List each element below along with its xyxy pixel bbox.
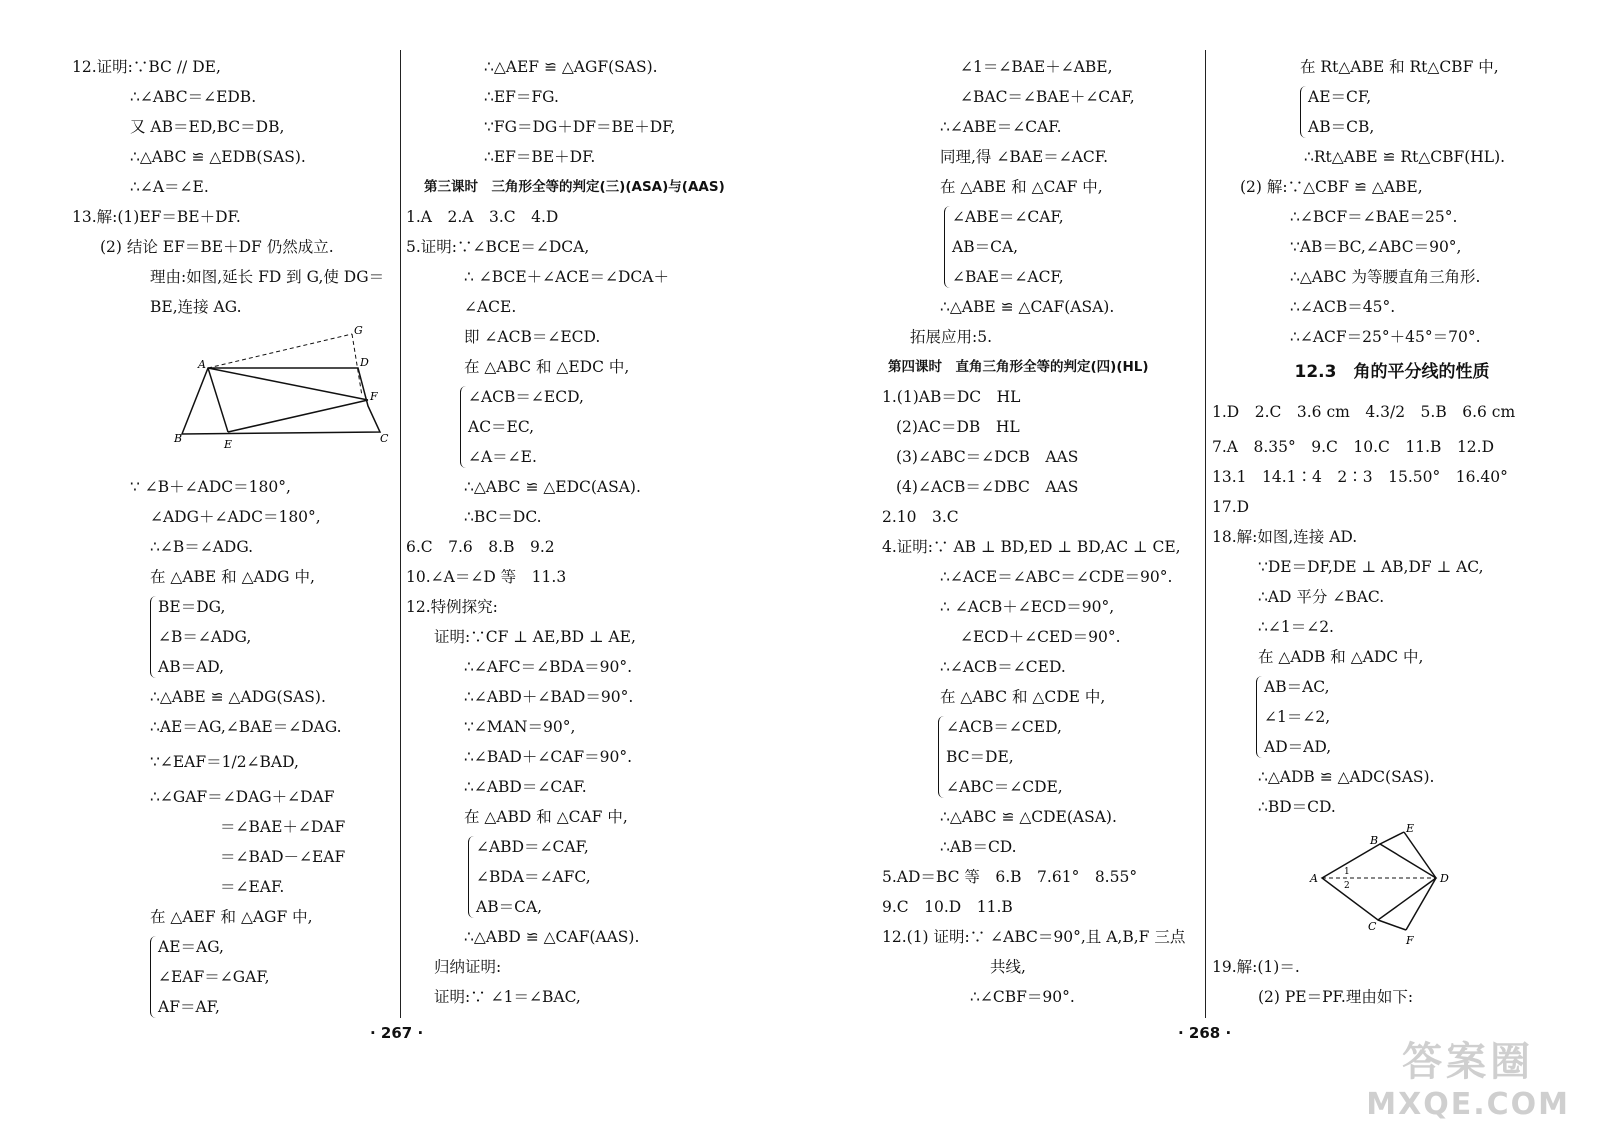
text-line: ∴AB＝CD. <box>940 838 1017 856</box>
text-line: ＝∠BAE＋∠DAF <box>220 818 346 836</box>
text-line: ∵ ∠B＋∠ADC＝180°, <box>130 478 291 496</box>
watermark-site: MXQE.COM <box>1366 1087 1570 1122</box>
text-line: 2.10 3.C <box>882 508 959 526</box>
text-line: (2) PE＝PF.理由如下: <box>1258 988 1414 1006</box>
text-line: 在 △ABC 和 △CDE 中, <box>940 688 1106 706</box>
text-line: ∵DE＝DF,DE ⊥ AB,DF ⊥ AC, <box>1258 558 1484 576</box>
text-line: (2) 解:∵△CBF ≌ △ABE, <box>1240 178 1423 196</box>
text-line: ∴∠CBF＝90°. <box>970 988 1075 1006</box>
text-line: ∴∠ABD＝∠CAF. <box>464 778 587 796</box>
text-line: 拓展应用:5. <box>910 328 993 346</box>
text-line: ∠BAC＝∠BAE＋∠CAF, <box>960 88 1135 106</box>
text-line: ∴∠GAF＝∠DAG＋∠DAF <box>150 788 335 806</box>
text-line: 12.特例探究: <box>406 598 498 616</box>
text-line: AB＝AC, <box>1264 678 1330 696</box>
text-line: (4)∠ACB＝∠DBC AAS <box>896 478 1079 496</box>
text-line: 在 Rt△ABE 和 Rt△CBF 中, <box>1300 58 1499 76</box>
label-D: D <box>360 356 369 369</box>
label-A: A <box>198 358 206 371</box>
text-line: ∴∠ABD＋∠BAD＝90°. <box>464 688 634 706</box>
text-line: ∴EF＝FG. <box>484 88 559 106</box>
label-B: B <box>174 432 183 445</box>
brace-group <box>476 832 796 922</box>
text-line: AD＝AD, <box>1264 738 1332 756</box>
text-line: 10.∠A＝∠D 等 11.3 <box>406 568 567 586</box>
lesson-heading: 第三课时 三角形全等的判定(三)(ASA)与(AAS) <box>424 179 725 195</box>
text-line: 19.解:(1)＝. <box>1212 958 1300 976</box>
text-line: ∴∠ACE＝∠ABC＝∠CDE＝90°. <box>940 568 1173 586</box>
text-line: ∠EAF＝∠GAF, <box>158 968 270 986</box>
text-line: 证明:∵CF ⊥ AE,BD ⊥ AE, <box>434 628 636 646</box>
text-line: ∴△ABC ≌ △EDB(SAS). <box>130 148 306 166</box>
text-line: 13.1 14.1∶4 2∶3 15.50° 16.40° <box>1212 468 1508 486</box>
text-line: 在 △ABD 和 △CAF 中, <box>464 808 628 826</box>
label-A: A <box>1310 872 1318 885</box>
text-line: 在 △ABC 和 △EDC 中, <box>464 358 630 376</box>
text-line: ∴△ABE ≌ △ADG(SAS). <box>150 688 326 706</box>
text-line: ∠ACB＝∠CED, <box>946 718 1062 736</box>
text-line: 在 △AEF 和 △AGF 中, <box>150 908 313 926</box>
text-line: ∴ ∠BCE＋∠ACE＝∠DCA＋ <box>464 268 669 286</box>
section-heading: 12.3 角的平分线的性质 <box>1294 362 1490 382</box>
text-line: ∠ABC＝∠CDE, <box>946 778 1063 796</box>
text-line: ∴△ABE ≌ △CAF(ASA). <box>940 298 1115 316</box>
label-1: 1 <box>1344 867 1350 877</box>
text-line: 5.证明:∵∠BCE＝∠DCA, <box>406 238 590 256</box>
text-line: ∵∠MAN＝90°, <box>464 718 576 736</box>
text-line: 1.(1)AB＝DC HL <box>882 388 1021 406</box>
text-line: 在 △ABE 和 △CAF 中, <box>940 178 1103 196</box>
brace-group <box>158 932 397 1022</box>
brace-group <box>1308 82 1572 142</box>
text-line: (2)AC＝DB HL <box>896 418 1020 436</box>
text-line: ∠BDA＝∠AFC, <box>476 868 591 886</box>
text-line: ∴∠A＝∠E. <box>130 178 209 196</box>
text-line: BE,连接 AG. <box>150 298 242 316</box>
geometry-figure-1 <box>162 324 389 456</box>
text-line: ∠1＝∠2, <box>1264 708 1331 726</box>
text-line: 1.A 2.A 3.C 4.D <box>406 208 559 226</box>
text-line: ∠ECD＋∠CED＝90°. <box>960 628 1121 646</box>
text-line: ∴∠B＝∠ADG. <box>150 538 254 556</box>
text-line: ∴EF＝BE＋DF. <box>484 148 596 166</box>
text-line: ∴△ABC ≌ △CDE(ASA). <box>940 808 1117 826</box>
text-line: ∴AE＝AG,∠BAE＝∠DAG. <box>150 718 342 736</box>
text-line: ∴BD＝CD. <box>1258 798 1336 816</box>
text-line: 7.A 8.35° 9.C 10.C 11.B 12.D <box>1212 438 1495 456</box>
text-line: 在 △ABE 和 △ADG 中, <box>150 568 315 586</box>
brace-group <box>946 712 1204 802</box>
text-line: 1.D 2.C 3.6 cm 4.3/2 5.B 6.6 cm <box>1212 403 1516 421</box>
text-line: ∵FG＝DG＋DF＝BE＋DF, <box>484 118 676 136</box>
column-divider-left <box>400 50 401 1018</box>
brace-group <box>468 382 796 472</box>
figure-kite <box>1212 822 1572 952</box>
column-3 <box>882 52 1204 1012</box>
text-line: 5.AD＝BC 等 6.B 7.61° 8.55° <box>882 868 1138 886</box>
text-line: AB＝CB, <box>1308 118 1375 136</box>
brace-group <box>952 202 1204 292</box>
label-G: G <box>354 324 363 337</box>
text-line: ∴∠BAD＋∠CAF＝90°. <box>464 748 633 766</box>
text-line: ∴△ADB ≌ △ADC(SAS). <box>1258 768 1435 786</box>
text-line: AB＝AD, <box>158 658 225 676</box>
text-line: (2) 结论 EF＝BE＋DF 仍然成立. <box>100 238 334 256</box>
text-line: 12.(1) 证明:∵ ∠ABC＝90°,且 A,B,F 三点 <box>882 928 1186 946</box>
brace-group <box>158 592 397 682</box>
text-line: ∴∠ABE＝∠CAF. <box>940 118 1062 136</box>
text-line: ∴△AEF ≌ △AGF(SAS). <box>484 58 658 76</box>
text-line: 9.C 10.D 11.B <box>882 898 1013 916</box>
label-C: C <box>1368 920 1377 933</box>
text-line: ∴BC＝DC. <box>464 508 542 526</box>
text-line: BC＝DE, <box>946 748 1014 766</box>
text-line: ∴∠ACF＝25°＋45°＝70°. <box>1290 328 1481 346</box>
page-number-left: · 267 · <box>370 1024 424 1042</box>
watermark <box>1366 1030 1570 1122</box>
text-line: ∴∠AFC＝∠BDA＝90°. <box>464 658 633 676</box>
text-line: ∵AB＝BC,∠ABC＝90°, <box>1290 238 1462 256</box>
text-line: ∴△ABC ≌ △EDC(ASA). <box>464 478 641 496</box>
column-2 <box>406 52 796 1012</box>
text-line: ＝∠BAD－∠EAF <box>220 848 346 866</box>
brace-group <box>1264 672 1572 762</box>
page-number-right: · 268 · <box>1178 1024 1232 1042</box>
text-line: ∴∠ABC＝∠EDB. <box>130 88 257 106</box>
column-4 <box>1212 52 1572 1012</box>
text-line: ∠A＝∠E. <box>468 448 537 466</box>
label-E: E <box>1406 822 1415 835</box>
text-line: ∴∠1＝∠2. <box>1258 618 1334 636</box>
text-line: BE＝DG, <box>158 598 226 616</box>
text-line: 6.C 7.6 8.B 9.2 <box>406 538 555 556</box>
text-line: ∠BAE＝∠ACF, <box>952 268 1064 286</box>
column-divider-right <box>1205 50 1206 1018</box>
text-line: 同理,得 ∠BAE＝∠ACF. <box>940 148 1109 166</box>
text-line: 在 △ADB 和 △ADC 中, <box>1258 648 1424 666</box>
text-line: 即 ∠ACB＝∠ECD. <box>464 328 601 346</box>
text-line: 17.D <box>1212 498 1250 516</box>
text-line: ∠1＝∠BAE＋∠ABE, <box>960 58 1113 76</box>
figure-quadrilateral <box>72 322 397 472</box>
text-line: AC＝EC, <box>468 418 535 436</box>
text-line: 理由:如图,延长 FD 到 G,使 DG＝ <box>150 268 385 286</box>
text-line: AB＝CA, <box>476 898 543 916</box>
text-line: 4.证明:∵ AB ⊥ BD,ED ⊥ BD,AC ⊥ CE, <box>882 538 1181 556</box>
text-line: ∵∠EAF＝1/2∠BAD, <box>150 753 299 771</box>
text-line: ∠ADG＋∠ADC＝180°, <box>150 508 321 526</box>
text-line: ∴△ABC 为等腰直角三角形. <box>1290 268 1481 286</box>
text-line: ∠B＝∠ADG, <box>158 628 252 646</box>
watermark-logo-text: 答案圈 <box>1402 1039 1535 1085</box>
label-F: F <box>370 390 378 403</box>
text-line: AF＝AF, <box>158 998 220 1016</box>
text-line: (3)∠ABC＝∠DCB AAS <box>896 448 1079 466</box>
label-E: E <box>224 438 233 451</box>
geometry-figure-2 <box>1308 824 1448 948</box>
text-line: ∠ABD＝∠CAF, <box>476 838 589 856</box>
text-line: ∴∠BCF＝∠BAE＝25°. <box>1290 208 1458 226</box>
label-D: D <box>1440 872 1449 885</box>
label-B: B <box>1370 834 1379 847</box>
lesson-heading: 第四课时 直角三角形全等的判定(四)(HL) <box>888 359 1149 375</box>
text-line: 共线, <box>990 958 1026 976</box>
text-line: 归纳证明: <box>434 958 502 976</box>
text-line: 13.解:(1)EF＝BE＋DF. <box>72 208 241 226</box>
text-line: 18.解:如图,连接 AD. <box>1212 528 1358 546</box>
label-C: C <box>380 432 389 445</box>
text-line: 又 AB＝ED,BC＝DB, <box>130 118 285 136</box>
text-line: AE＝AG, <box>158 938 224 956</box>
text-line: ∴∠ACB＝∠CED. <box>940 658 1066 676</box>
text-line: ∴ ∠ACB＋∠ECD＝90°, <box>940 598 1115 616</box>
text-line: 12.证明:∵BC // DE, <box>72 58 221 76</box>
label-2: 2 <box>1344 881 1350 891</box>
text-line: ∴△ABD ≌ △CAF(AAS). <box>464 928 640 946</box>
column-1 <box>72 52 397 1022</box>
text-line: ∴Rt△ABE ≌ Rt△CBF(HL). <box>1304 148 1506 166</box>
text-line: ∠ACE. <box>464 298 517 316</box>
text-line: ∠ACB＝∠ECD, <box>468 388 584 406</box>
text-line: 证明:∵ ∠1＝∠BAC, <box>434 988 581 1006</box>
text-line: AB＝CA, <box>952 238 1019 256</box>
text-line: ∴∠ACB＝45°. <box>1290 298 1396 316</box>
label-F: F <box>1406 934 1414 947</box>
text-line: ＝∠EAF. <box>220 878 285 896</box>
text-line: ∴AD 平分 ∠BAC. <box>1258 588 1385 606</box>
text-line: ∠ABE＝∠CAF, <box>952 208 1064 226</box>
text-line: AE＝CF, <box>1308 88 1372 106</box>
